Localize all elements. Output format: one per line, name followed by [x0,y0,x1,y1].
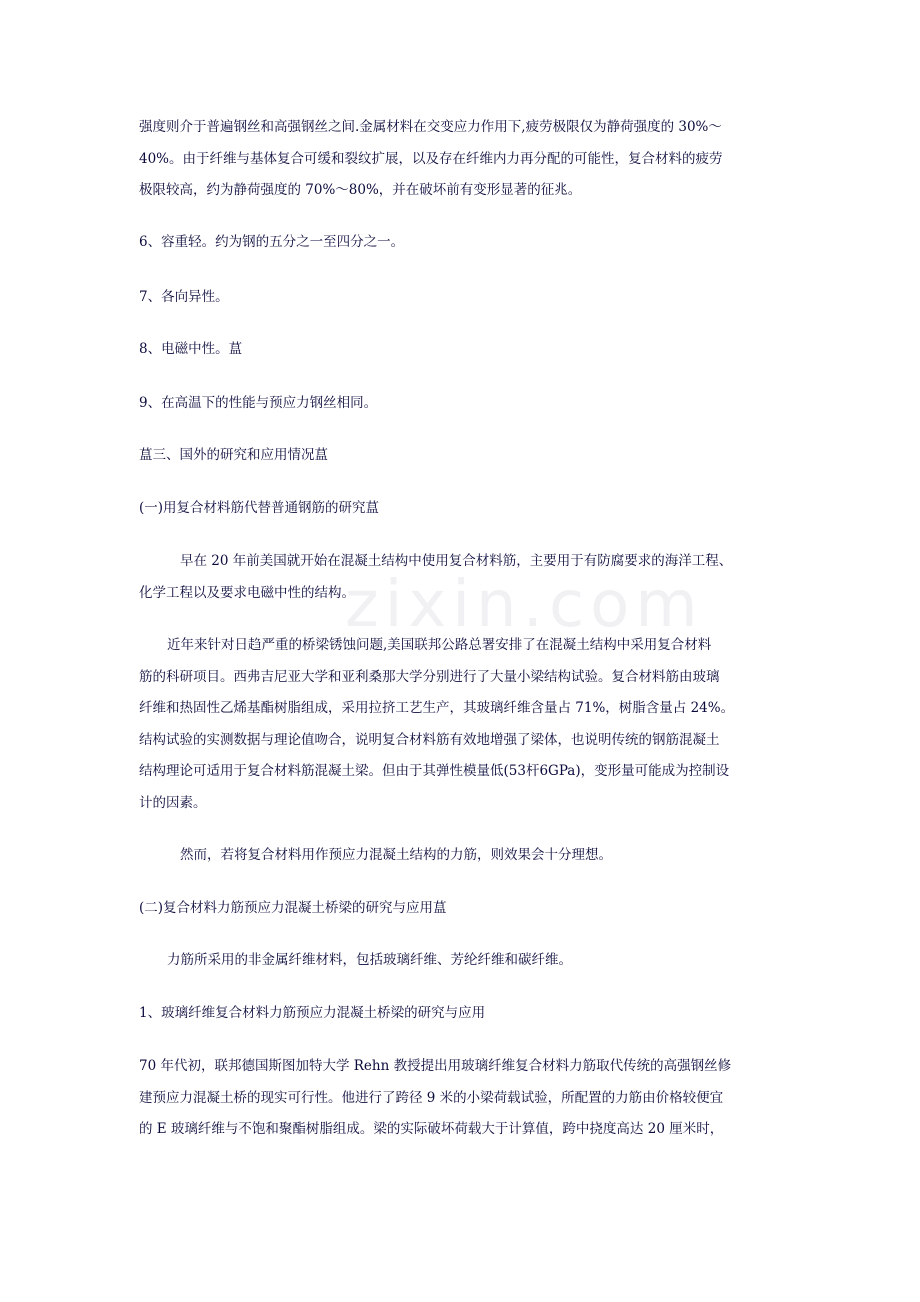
subsection-heading: (二)复合材料力筋预应力混凝土桥梁的研究与应用蒀 [139,900,447,916]
paragraph-line: 筋的科研项目。西弗吉尼亚大学和亚利桑那大学分别进行了大量小梁结构试验。复合材料筋由玻璃 [139,669,720,685]
paragraph-line: 结构理论可适用于复合材料筋混凝土梁。但由于其弹性模量低(53杆6GPa)，变形量可能成为控制设 [139,763,730,779]
paragraph-line: 纤维和热固性乙烯基酯树脂组成，采用拉挤工艺生产，其玻璃纤维含量占 71%，树脂含量占 24%。 [139,700,735,716]
paragraph-line: 近年来针对日趋严重的桥梁锈蚀问题,美国联邦公路总署安排了在混凝土结构中采用复合材料 [167,637,712,653]
list-item: 9、在高温下的性能与预应力钢丝相同。 [139,395,378,411]
paragraph-line: 化学工程以及要求电磁中性的结构。 [139,585,355,601]
paragraph-line: 70 年代初，联邦德国斯图加特大学 Rehn 教授提出用玻璃纤维复合材料力筋取代传统的高强钢丝修 [139,1058,732,1074]
paragraph-line: 结构试验的实测数据与理论值吻合，说明复合材料筋有效地增强了梁体，也说明传统的钢筋混凝土 [139,732,720,748]
paragraph-line: 早在 20 年前美国就开始在混凝土结构中使用复合材料筋，主要用于有防腐要求的海洋工程、 [180,553,733,569]
paragraph-line: 的 E 玻璃纤维与不饱和聚酯树脂组成。梁的实际破坏荷载大于计算值，跨中挠度高达 20 厘米时， [139,1121,724,1137]
list-item: 6、容重轻。约为钢的五分之一至四分之一。 [139,234,405,250]
subsection-heading: (一)用复合材料筋代替普通钢筋的研究蒀 [139,500,380,516]
subsection-heading: 1、玻璃纤维复合材料力筋预应力混凝土桥梁的研究与应用 [139,1005,486,1021]
list-item: 8、电磁中性。蒀 [139,341,243,357]
paragraph-line: 40%。由于纤维与基体复合可缓和裂纹扩展，以及存在纤维内力再分配的可能性，复合材料的疲劳 [139,151,723,167]
paragraph-line: 然而，若将复合材料用作预应力混凝土结构的力筋，则效果会十分理想。 [180,847,612,863]
paragraph-line: 计的因素。 [139,795,207,811]
paragraph-line: 力筋所采用的非金属纤维材料，包括玻璃纤维、芳纶纤维和碳纤维。 [167,952,572,968]
paragraph-line: 建预应力混凝土桥的现实可行性。他进行了跨径 9 米的小梁荷载试验，所配置的力筋由价格较便宜 [139,1090,724,1106]
list-item: 7、各向异性。 [139,289,229,305]
section-heading: 蒀三、国外的研究和应用情况蒀 [139,447,328,463]
paragraph-line: 极限较高，约为静荷强度的 70%～80%，并在破坏前有变形显著的征兆。 [139,182,582,198]
watermark: zixin.com [345,568,704,642]
paragraph-line: 强度则介于普遍钢丝和高强钢丝之间.金属材料在交变应力作用下,疲劳极限仅为静荷强度的 30%～ [139,119,722,135]
